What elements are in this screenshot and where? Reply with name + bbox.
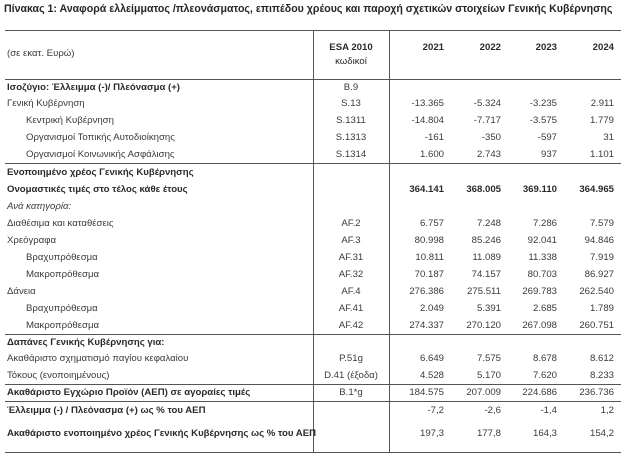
value-cell: -3.575	[529, 115, 557, 126]
value-cell: 267.098	[522, 320, 557, 331]
row-label: Ονομαστικές τιμές στο τέλος κάθε έτους	[7, 184, 188, 195]
esa-code: B.1*g	[339, 387, 363, 398]
value-cell: 4.528	[419, 370, 444, 381]
value-cell: 1.600	[419, 149, 444, 160]
value-cell: 11.089	[472, 252, 501, 263]
value-cell: 236.736	[579, 387, 614, 398]
value-cell: 937	[540, 149, 557, 160]
table-row	[0, 147, 638, 163]
value-cell: 5.170	[476, 370, 501, 381]
row-label: Ακαθάριστο ενοποιημένο χρέος Γενικής Κυβέρνησης ως % του ΑΕΠ	[7, 428, 317, 439]
value-cell: -2,6	[484, 405, 501, 416]
value-cell: 11.338	[528, 252, 557, 263]
row-label: Διαθέσιμα και καταθέσεις	[7, 218, 114, 229]
table-row	[0, 113, 638, 129]
value-cell: 2.911	[590, 98, 614, 109]
esa-code: D.41 (έξοδα)	[324, 370, 378, 381]
value-cell: -350	[481, 132, 501, 143]
table-row	[0, 368, 638, 384]
value-cell: 10.811	[415, 252, 444, 263]
value-cell: 224.686	[522, 387, 557, 398]
value-cell: -14.804	[411, 115, 444, 126]
value-cell: 7.579	[589, 218, 614, 229]
row-label: Κεντρική Κυβέρνηση	[26, 115, 114, 126]
row-label: Μακροπρόθεσμα	[26, 269, 100, 280]
esa-code: AF.2	[341, 218, 361, 229]
row-label: Μακροπρόθεσμα	[26, 320, 100, 331]
value-cell: 369.110	[522, 184, 557, 195]
table-row	[0, 284, 638, 300]
value-cell: 6.757	[419, 218, 444, 229]
value-cell: 2.685	[532, 303, 557, 314]
value-cell: 164,3	[532, 428, 557, 439]
value-cell: 7.248	[476, 218, 501, 229]
value-cell: 92.041	[527, 235, 557, 246]
table-row	[0, 182, 638, 198]
table-title: Πίνακας 1: Αναφορά ελλείμματος /πλεονάσματος, επιπέδου χρέους και παροχή σχετικών στοιχείων Γενικής Κυβέρνησης	[4, 3, 613, 15]
table-row	[0, 426, 638, 442]
row-label: Ακαθάριστο σχηματισμό παγίου κεφαλαίου	[7, 353, 189, 364]
unit-label: (σε εκατ. Ευρώ)	[7, 48, 75, 59]
table-row	[0, 80, 638, 96]
row-label: Ακαθάριστο Εγχώριο Προϊόν (ΑΕΠ) σε αγοραίες τιμές	[7, 387, 251, 398]
value-cell: -1,4	[540, 405, 557, 416]
table-row	[0, 351, 638, 367]
esa-code: B.9	[343, 82, 359, 93]
row-label: Έλλειμμα (-) / Πλεόνασμα (+) ως % του ΑΕΠ	[7, 405, 206, 416]
value-cell: 7.919	[589, 252, 614, 263]
value-cell: 1.789	[589, 303, 614, 314]
value-cell: 1.101	[589, 149, 614, 160]
table-row	[0, 318, 638, 334]
esa-code: AF.41	[338, 303, 364, 314]
value-cell: 269.783	[522, 286, 557, 297]
esa-code: AF.4	[341, 286, 361, 297]
value-cell: 275.511	[467, 286, 501, 297]
esa-code: AF.32	[338, 269, 364, 280]
value-cell: 5.391	[476, 303, 501, 314]
value-cell: -7,2	[427, 405, 444, 416]
row-label: Βραχυπρόθεσμα	[26, 303, 98, 314]
value-cell: 7.575	[476, 353, 501, 364]
value-cell: 80.703	[527, 269, 557, 280]
year-header: 2023	[535, 42, 557, 53]
table-row	[0, 301, 638, 317]
value-cell: 197,3	[419, 428, 444, 439]
row-label: Τόκους (ενοποιημένους)	[7, 370, 110, 381]
esa-code: P.51g	[339, 353, 363, 364]
table-row	[0, 216, 638, 232]
row-label: Οργανισμοί Τοπικής Αυτοδιοίκησης	[26, 132, 175, 143]
row-label: Ισοζύγιο: Έλλειμμα (-)/ Πλεόνασμα (+)	[7, 82, 181, 93]
value-cell: 262.540	[579, 286, 614, 297]
row-label: Οργανισμοί Κοινωνικής Ασφάλισης	[26, 149, 175, 160]
value-cell: -3.235	[529, 98, 557, 109]
value-cell: -5.324	[473, 98, 501, 109]
row-label: Ανά κατηγορία:	[7, 201, 72, 212]
value-cell: 80.998	[414, 235, 444, 246]
value-cell: -13.365	[411, 98, 444, 109]
value-cell: -161	[424, 132, 444, 143]
row-label: Γενική Κυβέρνηση	[7, 98, 85, 109]
value-cell: 1,2	[600, 405, 614, 416]
esa-code: AF.3	[341, 235, 361, 246]
esa-code: S.1314	[335, 149, 367, 160]
table-bottom-border	[5, 452, 621, 453]
table-row	[0, 165, 638, 181]
table-row	[0, 233, 638, 249]
value-cell: 207.009	[466, 387, 501, 398]
year-header: 2021	[422, 42, 444, 53]
year-header: 2024	[592, 42, 614, 53]
value-cell: 260.751	[579, 320, 614, 331]
esa-code: AF.42	[338, 320, 364, 331]
value-cell: 2.049	[419, 303, 444, 314]
row-label: Βραχυπρόθεσμα	[26, 252, 98, 263]
value-cell: 184.575	[409, 387, 444, 398]
row-label: Ενοποιημένο χρέος Γενικής Κυβέρνησης	[7, 167, 194, 178]
esa-code: S.1311	[336, 115, 366, 126]
value-cell: 274.337	[409, 320, 444, 331]
value-cell: 368.005	[466, 184, 501, 195]
value-cell: -7.717	[473, 115, 501, 126]
esa-code: S.13	[341, 98, 361, 109]
value-cell: 6.649	[419, 353, 444, 364]
value-cell: 270.120	[466, 320, 501, 331]
value-cell: -597	[537, 132, 557, 143]
value-cell: 31	[603, 132, 614, 143]
value-cell: 8.678	[532, 353, 557, 364]
value-cell: 7.286	[532, 218, 557, 229]
table-row	[0, 199, 638, 215]
row-label: Χρεόγραφα	[7, 235, 57, 246]
code-header-line1: ESA 2010	[329, 42, 373, 53]
value-cell: 154,2	[589, 428, 614, 439]
value-cell: 85.246	[471, 235, 501, 246]
value-cell: 86.927	[584, 269, 614, 280]
value-cell: 1.779	[589, 115, 614, 126]
value-cell: 364.965	[579, 184, 614, 195]
value-cell: 177,8	[476, 428, 501, 439]
table-row	[0, 96, 638, 112]
value-cell: 276.386	[409, 286, 444, 297]
esa-code: AF.31	[338, 252, 364, 263]
value-cell: 8.233	[589, 370, 614, 381]
table-row	[0, 267, 638, 283]
row-label: Δάνεια	[7, 286, 36, 297]
table-row	[0, 130, 638, 146]
value-cell: 94.846	[584, 235, 614, 246]
value-cell: 74.157	[471, 269, 501, 280]
table-row	[0, 250, 638, 266]
table-row	[0, 403, 638, 419]
row-label: Δαπάνες Γενικής Κυβέρνησης για:	[7, 337, 165, 348]
value-cell: 364.141	[409, 184, 444, 195]
code-header-line2: κωδικοί	[335, 56, 367, 67]
value-cell: 7.620	[532, 370, 557, 381]
value-cell: 70.187	[414, 269, 444, 280]
value-cell: 8.612	[589, 353, 614, 364]
table-row	[0, 335, 638, 351]
table-row	[0, 385, 638, 401]
value-cell: 2.743	[476, 149, 501, 160]
year-header: 2022	[479, 42, 501, 53]
esa-code: S.1313	[335, 132, 367, 143]
